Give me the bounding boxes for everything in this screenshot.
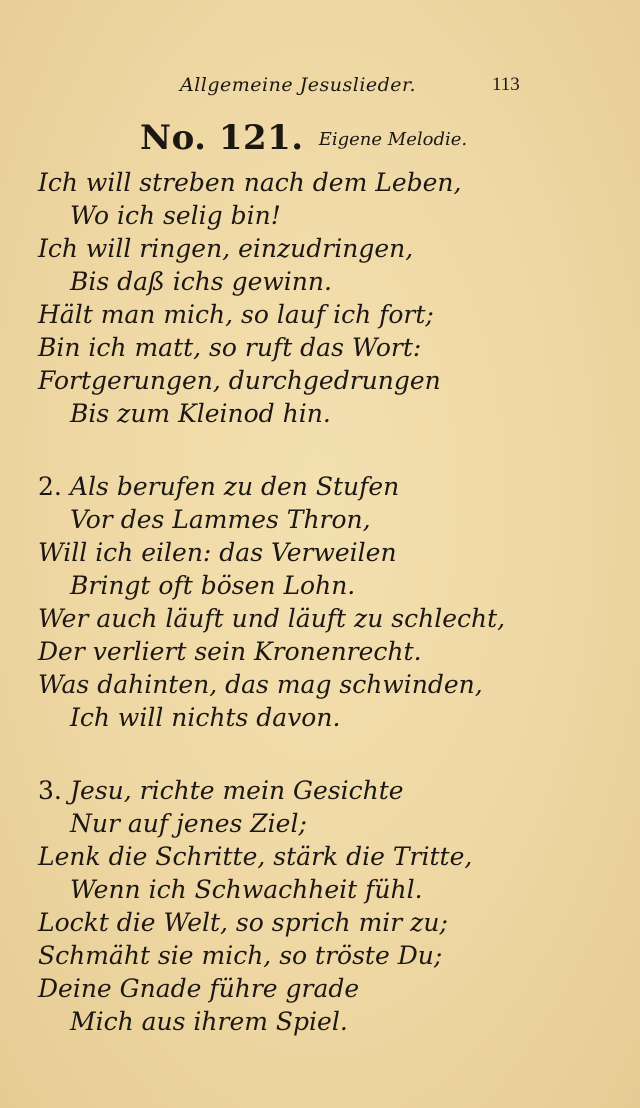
hymn-heading xyxy=(140,118,467,162)
verse-number: 3. xyxy=(38,776,62,805)
verse-line xyxy=(38,873,628,906)
verse-line xyxy=(38,166,628,199)
verse-text: Was dahinten, das mag schwinden, xyxy=(38,670,483,699)
hymn-number: No. 121. xyxy=(140,118,304,158)
verse-text: Hält man mich, so lauf ich fort; xyxy=(38,300,434,329)
verse-text: Wenn ich Schwachheit fühl. xyxy=(70,875,423,904)
verse-line xyxy=(38,602,628,635)
verse-text: Nur auf jenes Ziel; xyxy=(70,809,307,838)
verse-text: Will ich eilen: das Verweilen xyxy=(38,538,397,567)
verse-line xyxy=(38,972,628,1005)
verse-line xyxy=(38,503,628,536)
verse-line xyxy=(38,536,628,569)
page-number: 113 xyxy=(492,74,520,95)
verse-text: Jesu, richte mein Gesichte xyxy=(70,776,404,805)
verse-line xyxy=(38,470,628,503)
verse-text: Mich aus ihrem Spiel. xyxy=(70,1007,348,1036)
running-head xyxy=(0,74,640,102)
hymn-text xyxy=(38,166,628,1078)
verse-2 xyxy=(38,470,628,734)
verse-line xyxy=(38,232,628,265)
verse-line xyxy=(38,939,628,972)
verse-line xyxy=(38,199,628,232)
verse-text: Der verliert sein Kronenrecht. xyxy=(38,637,422,666)
verse-line xyxy=(38,364,628,397)
verse-line xyxy=(38,569,628,602)
verse-line xyxy=(38,840,628,873)
verse-text: Bis daß ichs gewinn. xyxy=(70,267,332,296)
verse-text: Lenk die Schritte, stärk die Tritte, xyxy=(38,842,473,871)
verse-number: 2. xyxy=(38,472,62,501)
verse-text: Ich will ringen, einzudringen, xyxy=(38,234,414,263)
melody-note: Eigene Melodie. xyxy=(318,129,468,150)
verse-line xyxy=(38,906,628,939)
verse-line xyxy=(38,331,628,364)
verse-text: Ich will streben nach dem Leben, xyxy=(38,168,462,197)
verse-text: Als berufen zu den Stufen xyxy=(70,472,400,501)
verse-text: Wo ich selig bin! xyxy=(70,201,281,230)
verse-text: Bringt oft bösen Lohn. xyxy=(70,571,356,600)
verse-line xyxy=(38,298,628,331)
verse-line xyxy=(38,397,628,430)
verse-text: Bis zum Kleinod hin. xyxy=(70,399,331,428)
verse-line xyxy=(38,668,628,701)
verse-3 xyxy=(38,774,628,1038)
verse-line xyxy=(38,807,628,840)
verse-1 xyxy=(38,166,628,430)
running-title: Allgemeine Jesuslieder. xyxy=(180,74,417,96)
verse-line xyxy=(38,701,628,734)
verse-line xyxy=(38,265,628,298)
verse-text: Vor des Lammes Thron, xyxy=(70,505,371,534)
verse-text: Ich will nichts davon. xyxy=(70,703,341,732)
verse-text: Wer auch läuft und läuft zu schlecht, xyxy=(38,604,506,633)
verse-text: Bin ich matt, so ruft das Wort: xyxy=(38,333,422,362)
verse-text: Deine Gnade führe grade xyxy=(38,974,360,1003)
verse-text: Schmäht sie mich, so tröste Du; xyxy=(38,941,443,970)
verse-line xyxy=(38,774,628,807)
verse-line xyxy=(38,1005,628,1038)
verse-text: Lockt die Welt, so sprich mir zu; xyxy=(38,908,448,937)
verse-text: Fortgerungen, durchgedrungen xyxy=(38,366,441,395)
verse-line xyxy=(38,635,628,668)
